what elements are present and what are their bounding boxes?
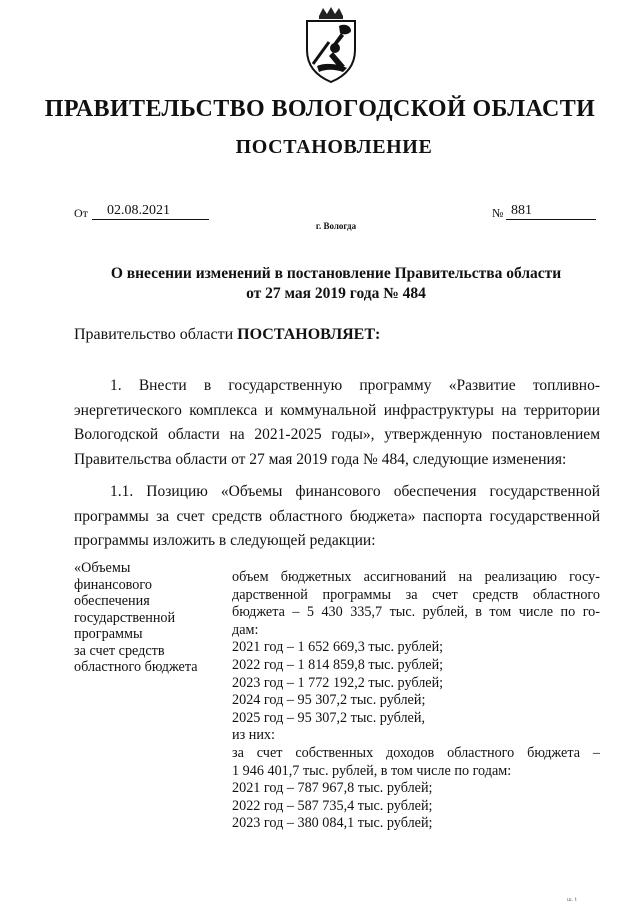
coat-of-arms-icon — [299, 6, 363, 84]
document-type: ПОСТАНОВЛЕНИЕ — [235, 136, 433, 158]
resolves-keyword: ПОСТАНОВЛЯЕТ: — [237, 326, 381, 343]
table-right-line: 2021 год – 1 652 669,3 тыс. рублей; — [232, 639, 444, 656]
table-left-line: государственной — [74, 609, 176, 626]
table-left-line: финансового — [74, 576, 152, 593]
table-right-line: 2022 год – 1 814 859,8 тыс. рублей; — [232, 656, 444, 673]
table-right-line: 2023 год – 1 772 192,2 тыс. рублей; — [232, 674, 444, 691]
number-label: № — [492, 206, 504, 220]
table-right-line: 2022 год – 587 735,4 тыс. рублей; — [232, 797, 433, 814]
table-left-line: обеспечения — [74, 593, 150, 609]
resolves-statement — [74, 326, 380, 344]
table-right-line: за счет собственных доходов областного бюджета – — [232, 744, 600, 761]
resolves-prefix: Правительство области — [74, 326, 238, 343]
table-right-line: 2021 год – 787 967,8 тыс. рублей; — [232, 780, 433, 797]
document-date: 02.08.2021 — [92, 202, 209, 220]
table-right-line: бюджета – 5 430 335,7 тыс. рублей, в том числе по го- — [232, 604, 600, 621]
table-left-column — [74, 560, 224, 676]
paragraph-1: 1. Внести в государственную программу «Развитие топливно-энергетического комплекса и коммунальной инфраструктуры на территории Вологодской области на 2021-2025 годы», утвержденную постановлением Правительства области от 27 мая 2019 года № 484, следующие изменения: — [74, 377, 600, 468]
subject-line: от 27 мая 2019 года № 484 — [246, 285, 426, 302]
table-right-line: дам: — [232, 621, 259, 638]
table-right-line: из них: — [232, 727, 275, 744]
document-number: 881 — [506, 202, 596, 220]
paragraph-1-1: 1.1. Позицию «Объемы финансового обеспечения государственной программы за счет средств областного бюджета» паспорта государственной программы изложить в следующей редакции: — [74, 483, 600, 549]
date-label: От — [74, 206, 88, 220]
page-mark: ш. t — [567, 897, 577, 903]
government-title: ПРАВИТЕЛЬСТВО ВОЛОГОДСКОЙ ОБЛАСТИ — [44, 96, 596, 122]
document-subject — [0, 264, 640, 304]
table-left-line: за счет средств — [74, 642, 165, 659]
table-left-line: программы — [74, 626, 143, 642]
table-right-line: 1 946 401,7 тыс. рублей, в том числе по годам: — [232, 762, 512, 779]
table-right-column — [232, 569, 600, 833]
table-right-line: 2024 год – 95 307,2 тыс. рублей; — [232, 692, 426, 709]
table-right-line: объем бюджетных ассигнований на реализацию госу- — [232, 569, 600, 585]
table-right-line: 2023 год – 380 084,1 тыс. рублей; — [232, 815, 433, 832]
subject-line: О внесении изменений в постановление Правительства области — [110, 265, 562, 282]
table-left-line: областного бюджета — [74, 659, 198, 675]
table-left-line: «Объемы — [74, 560, 131, 576]
city-name: г. Вологда — [315, 221, 357, 231]
table-right-line: 2025 год – 95 307,2 тыс. рублей, — [232, 709, 425, 726]
table-right-line: дарственной программы за счет средств областного — [232, 586, 600, 603]
